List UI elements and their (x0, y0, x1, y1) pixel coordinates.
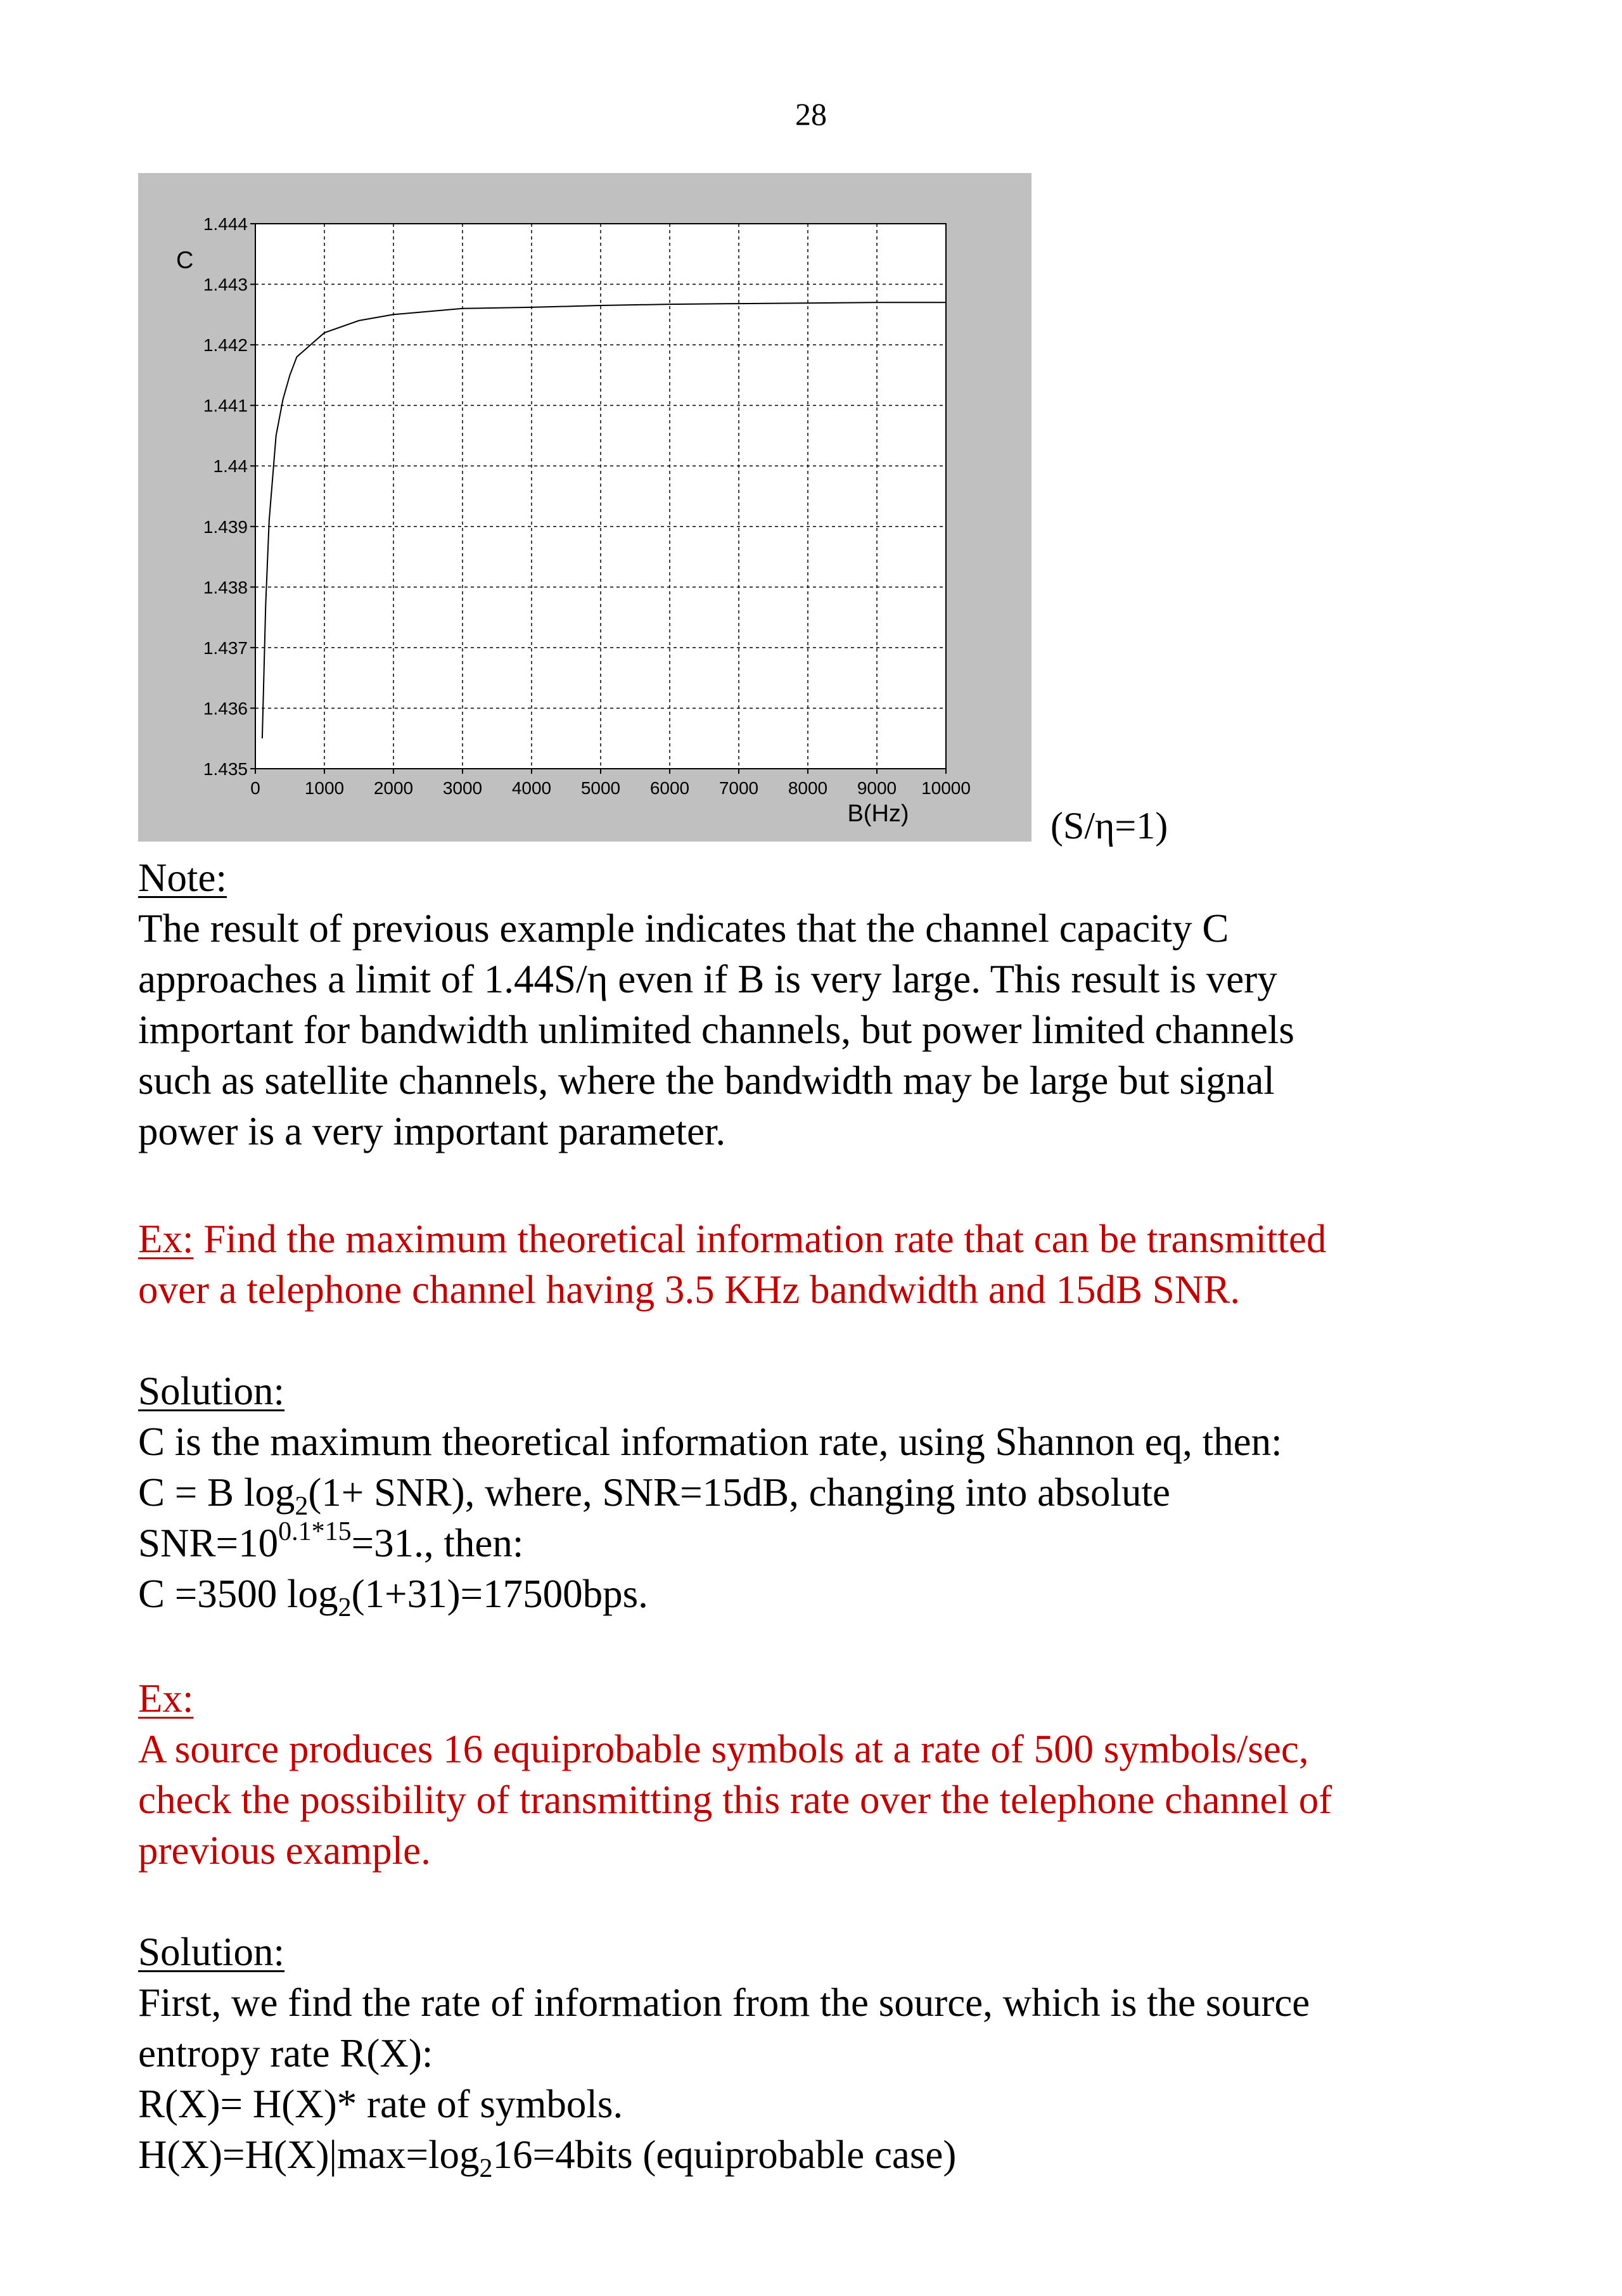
x-tick-label: 1000 (304, 778, 345, 798)
formula-part: 16=4bits (equiprobable case) (492, 2132, 957, 2177)
formula-part: (1+ SNR), where, SNR=15dB, changing into absolute (308, 1470, 1171, 1515)
y-tick-label: 1.441 (203, 395, 248, 416)
solution1-formula (138, 1568, 1488, 1622)
example1-text: Find the maximum theoretical information rate that can be transmitted (193, 1217, 1327, 1261)
x-tick-label: 5000 (580, 778, 621, 798)
formula-part: (1+31)=17500bps. (351, 1572, 648, 1616)
x-tick-label: 2000 (373, 778, 414, 798)
x-tick-label: 9000 (857, 778, 897, 798)
example2-text: A source produces 16 equiprobable symbols at a rate of 500 symbols/sec, (138, 1727, 1309, 1771)
example2-section (138, 1673, 1488, 1876)
formula-subscript: 2 (295, 1492, 309, 1521)
formula-superscript: 0.1*15 (278, 1517, 352, 1546)
formula-subscript: 2 (338, 1593, 352, 1622)
y-tick-label: 1.444 (203, 214, 248, 234)
formula-part: SNR=10 (138, 1521, 279, 1565)
y-tick-label: 1.437 (203, 638, 248, 658)
solution1-line: C is the maximum theoretical information rate, using Shannon eq, then: (138, 1420, 1282, 1464)
y-tick-label: 1.436 (203, 698, 248, 719)
page-number: 28 (795, 96, 827, 132)
solution2-line: First, we find the rate of information from the source, which is the source (138, 1980, 1310, 2025)
capacity-chart (138, 173, 1031, 842)
y-tick-label: 1.44 (213, 456, 248, 477)
x-tick-label: 4000 (511, 778, 552, 798)
solution2-line: R(X)= H(X)* rate of symbols. (138, 2082, 623, 2126)
x-tick-label: 6000 (649, 778, 690, 798)
y-tick-label: 1.439 (203, 516, 248, 537)
example1-text: over a telephone channel having 3.5 KHz bandwidth and 15dB SNR. (138, 1267, 1241, 1312)
note-line: The result of previous example indicates that the channel capacity C (138, 906, 1229, 951)
formula-part: C = B log (138, 1470, 295, 1515)
formula-part: C =3500 log (138, 1572, 338, 1616)
solution1-formula (138, 1467, 1488, 1521)
solution2-section (138, 1927, 1488, 2183)
example2-label: Ex: (138, 1676, 194, 1721)
note-line: such as satellite channels, where the bandwidth may be large but signal (138, 1058, 1275, 1103)
y-tick-label: 1.435 (203, 759, 248, 779)
x-tick-label: 0 (250, 778, 260, 798)
formula-part: =31., then: (351, 1521, 524, 1565)
y-tick-label: 1.438 (203, 577, 248, 598)
note-heading: Note: (138, 856, 227, 900)
note-line: power is a very important parameter. (138, 1109, 726, 1153)
chart-svg (138, 173, 1031, 842)
y-tick-label: 1.442 (203, 335, 248, 356)
solution2-line: entropy rate R(X): (138, 2031, 433, 2075)
note-line: important for bandwidth unlimited channels, but power limited channels (138, 1008, 1294, 1052)
x-tick-label: 10000 (921, 778, 971, 798)
x-tick-label: 3000 (442, 778, 483, 798)
x-tick-labels (250, 778, 971, 798)
y-tick-labels (203, 214, 248, 779)
solution2-heading: Solution: (138, 1930, 285, 1974)
example1-label: Ex: (138, 1217, 194, 1261)
example2-text: check the possibility of transmitting this rate over the telephone channel of (138, 1778, 1332, 1822)
note-line: approaches a limit of 1.44S/η even if B is very large. This result is very (138, 957, 1277, 1001)
example2-text: previous example. (138, 1828, 431, 1873)
x-tick-label: 8000 (788, 778, 828, 798)
solution2-formula (138, 2129, 1488, 2183)
y-tick-label: 1.443 (203, 274, 248, 295)
solution1-heading: Solution: (138, 1369, 285, 1413)
condition-label: (S/η=1) (1050, 805, 1168, 847)
solution1-formula (138, 1518, 1488, 1568)
example1-section (138, 1214, 1488, 1315)
x-axis-label: B(Hz) (847, 800, 909, 827)
formula-part: H(X)=H(X)|max=log (138, 2132, 480, 2177)
x-tick-label: 7000 (718, 778, 759, 798)
formula-subscript: 2 (479, 2154, 493, 2183)
note-section (138, 852, 1488, 1157)
y-axis-label: C (176, 247, 194, 274)
solution1-section (138, 1366, 1488, 1622)
